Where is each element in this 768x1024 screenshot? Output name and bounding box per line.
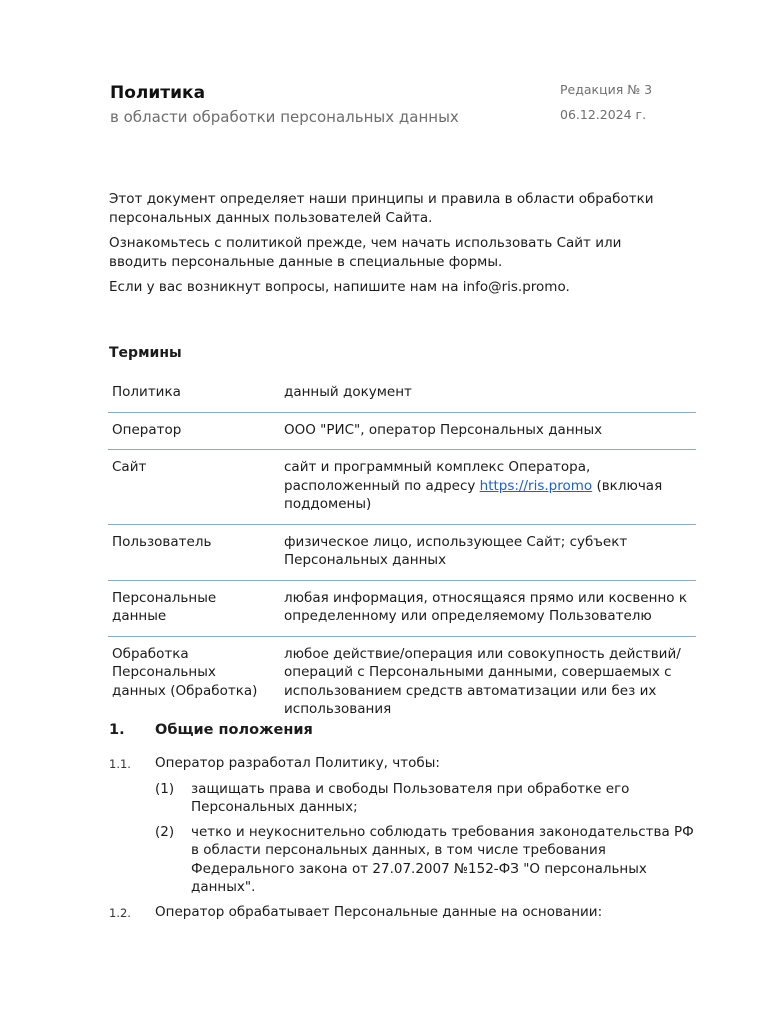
term-definition: данный документ [284, 384, 412, 400]
term-name: Оператор [108, 412, 276, 450]
clause [109, 903, 699, 923]
section-title: Общие положения [155, 722, 313, 738]
table-row [108, 636, 696, 729]
term-definition: любая информация, относящаяся прямо или косвенно к определенному или определяемому Пользователю [276, 580, 696, 636]
table-row [108, 580, 696, 636]
intro-section [109, 190, 669, 304]
list-item [155, 823, 699, 897]
clause-text: Оператор разработал Политику, чтобы: [155, 755, 440, 771]
definition-text: (включая поддомены) [284, 477, 663, 512]
table-row [108, 412, 696, 450]
table-row [108, 375, 696, 412]
table-row [108, 450, 696, 525]
table-row [108, 524, 696, 580]
clause-number: 1.2. [109, 905, 131, 920]
list-item-number: (1) [155, 780, 175, 797]
list-item [155, 780, 699, 817]
list-item-text: четко и неукоснительно соблюдать требования законодательства РФ в области персональных данных, в том числе требования Федерального закона от 27.07.2007 №152-ФЗ "О персональных данных". [191, 823, 694, 895]
intro-paragraph: Ознакомьтесь с политикой прежде, чем начать использовать Сайт или вводить персональные данные в специальные формы. [109, 235, 622, 270]
term-name: Пользователь [108, 524, 276, 580]
section-number: 1. [109, 722, 125, 738]
intro-paragraph: Этот документ определяет наши принципы и правила в области обработки персональных данных пользователей Сайта. [109, 191, 654, 226]
terms-table [108, 375, 696, 729]
document-meta [560, 82, 660, 122]
term-name: Политика [112, 384, 181, 400]
document-subtitle: в области обработки персональных данных [110, 108, 459, 126]
clause-text: Оператор обрабатывает Персональные данные на основании: [155, 903, 603, 920]
term-definition [276, 450, 696, 525]
term-name: Персональные данные [108, 580, 276, 636]
term-definition: физическое лицо, использующее Сайт; субъект Персональных данных [276, 524, 696, 580]
definition-text: сайт и программный комплекс Оператора, расположенный по адресу [284, 459, 591, 494]
term-definition: ООО "РИС", оператор Персональных данных [276, 412, 696, 450]
clause [109, 754, 699, 774]
section-body [109, 754, 699, 928]
list-item-text: защищать права и свободы Пользователя при обработке его Персональных данных; [191, 780, 630, 815]
terms-heading: Термины [109, 345, 182, 361]
section-heading [109, 722, 313, 738]
term-definition: любое действие/операция или совокупность действий/операций с Персональными данными, совершаемых с использованием средств автоматизации или без их использования [276, 636, 696, 729]
revision-label: Редакция № 3 [560, 82, 653, 97]
clause-number: 1.1. [109, 757, 131, 771]
intro-paragraph: Если у вас возникнут вопросы, напишите нам на info@ris.promo. [109, 279, 570, 295]
term-name: Обработка Персональных данных (Обработка) [108, 636, 276, 729]
term-name: Сайт [108, 450, 276, 525]
list-item-number: (2) [155, 823, 175, 840]
site-link[interactable]: https://ris.promo [479, 477, 593, 494]
revision-date: 06.12.2024 г. [560, 107, 647, 122]
document-title: Политика [110, 83, 206, 103]
